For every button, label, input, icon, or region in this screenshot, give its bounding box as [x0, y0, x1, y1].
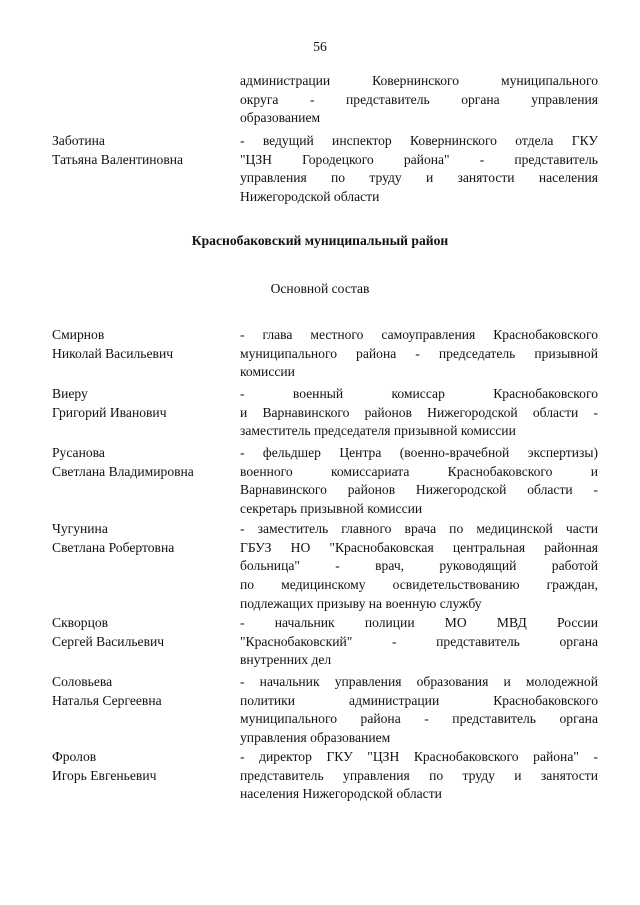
description-line: - директор ГКУ "ЦЗН Краснобаковского района" -: [240, 749, 598, 764]
section-title: Краснобаковский муниципальный район: [191, 233, 449, 248]
member-name: [52, 748, 232, 785]
member-name: [52, 132, 232, 169]
member-given-names: Светлана Владимировна: [52, 463, 194, 479]
description-line: - военный комиссар Краснобаковского: [240, 386, 598, 401]
member-surname: Заботина: [52, 133, 105, 148]
description-line: внутренних дел: [240, 652, 332, 668]
description-line: - ведущий инспектор Ковернинского отдела ГКУ: [240, 133, 598, 148]
member-surname: Фролов: [52, 749, 97, 764]
entry-description: [240, 132, 598, 207]
description-line: округа - представитель органа управления: [240, 91, 598, 107]
entry-description: [240, 520, 598, 614]
description-line: Варнавинского районов Нижегородской области -: [240, 482, 598, 498]
description-line: по медицинскому освидетельствованию граждан,: [240, 577, 598, 593]
entry-description: [240, 444, 598, 519]
description-line: администрации Ковернинского муниципального: [240, 73, 598, 88]
description-line: управления по труду и занятости населения: [240, 170, 598, 186]
description-line: Нижегородской области: [240, 189, 380, 205]
member-name: [52, 673, 232, 710]
description-line: - глава местного самоуправления Краснобаковского: [240, 327, 598, 342]
description-line: - фельдшер Центра (военно-врачебной экспертизы): [240, 445, 598, 460]
description-line: "Краснобаковский" - представитель органа: [240, 633, 598, 649]
member-given-names: Николай Васильевич: [52, 345, 174, 361]
member-surname: Виеру: [52, 386, 88, 401]
member-name: [52, 614, 232, 651]
entry-description: [240, 385, 598, 441]
description-line: муниципального района - председатель призывной: [240, 345, 598, 361]
member-name: [52, 326, 232, 363]
description-line: больница" - врач, руководящий работой: [240, 558, 598, 574]
description-line: ГБУЗ НО "Краснобаковская центральная районная: [240, 539, 598, 555]
description-line: заместитель председателя призывной комиссии: [240, 423, 516, 439]
member-given-names: Наталья Сергеевна: [52, 692, 162, 708]
member-given-names: Татьяна Валентиновна: [52, 151, 184, 167]
description-line: образованием: [240, 110, 321, 126]
description-line: "ЦЗН Городецкого района" - представитель: [240, 151, 598, 167]
member-surname: Русанова: [52, 445, 105, 460]
member-surname: Скворцов: [52, 615, 109, 630]
entry-description: [240, 72, 598, 128]
description-line: населения Нижегородской области: [240, 786, 442, 802]
description-line: военного комиссариата Краснобаковского и: [240, 463, 598, 479]
member-name: [52, 444, 232, 481]
entry-description: [240, 748, 598, 804]
description-line: - заместитель главного врача по медицинской части: [240, 521, 598, 536]
description-line: политики администрации Краснобаковского: [240, 692, 598, 708]
description-line: - начальник управления образования и молодежной: [240, 674, 598, 689]
page-number: 56: [313, 39, 327, 54]
member-surname: Смирнов: [52, 327, 105, 342]
description-line: представитель управления по труду и занятости: [240, 767, 598, 783]
description-line: секретарь призывной комиссии: [240, 501, 423, 517]
description-line: управления образованием: [240, 730, 391, 746]
member-given-names: Игорь Евгеньевич: [52, 767, 157, 783]
member-given-names: Григорий Иванович: [52, 404, 167, 420]
member-name: [52, 520, 232, 557]
subsection-title: Основной состав: [270, 281, 370, 296]
description-line: - начальник полиции МО МВД России: [240, 615, 598, 630]
description-line: муниципального района - представитель органа: [240, 711, 598, 727]
member-surname: Соловьева: [52, 674, 113, 689]
entry-description: [240, 673, 598, 748]
member-surname: Чугунина: [52, 521, 108, 536]
member-given-names: Сергей Васильевич: [52, 633, 165, 649]
member-given-names: Светлана Робертовна: [52, 539, 175, 555]
entry-description: [240, 614, 598, 670]
member-name: [52, 385, 232, 422]
entry-description: [240, 326, 598, 382]
description-line: комиссии: [240, 364, 295, 380]
description-line: подлежащих призыву на военную службу: [240, 595, 482, 611]
description-line: и Варнавинского районов Нижегородской области -: [240, 404, 598, 420]
